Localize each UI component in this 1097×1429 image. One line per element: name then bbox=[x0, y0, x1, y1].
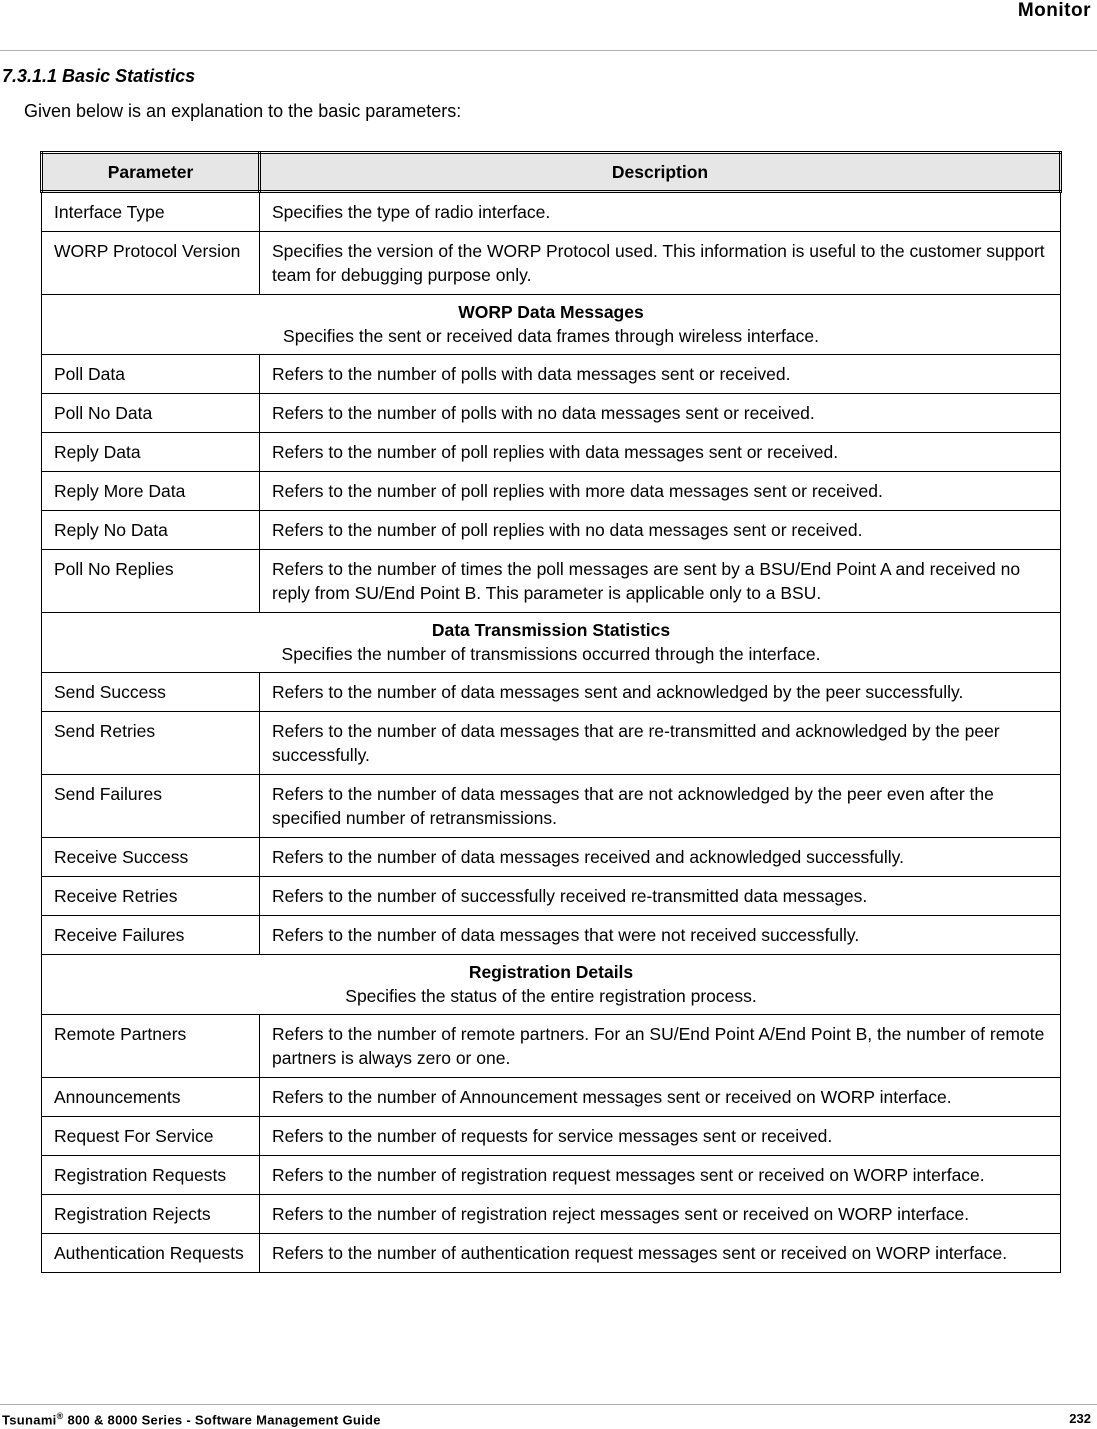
parameter-cell: Receive Retries bbox=[42, 877, 260, 916]
parameters-table bbox=[40, 151, 1062, 1273]
parameter-cell: Announcements bbox=[42, 1078, 260, 1117]
footer-guide-title bbox=[2, 1411, 381, 1427]
description-cell: Specifies the type of radio interface. bbox=[260, 192, 1061, 232]
table-section-description: Specifies the status of the entire registration process. bbox=[345, 986, 757, 1006]
parameter-cell: Receive Success bbox=[42, 838, 260, 877]
parameter-cell: Request For Service bbox=[42, 1117, 260, 1156]
description-cell: Refers to the number of data messages that are re-transmitted and acknowledged by the peer successfully. bbox=[260, 712, 1061, 775]
table-row bbox=[42, 472, 1061, 511]
description-cell: Refers to the number of polls with data messages sent or received. bbox=[260, 355, 1061, 394]
parameter-cell: Reply Data bbox=[42, 433, 260, 472]
description-cell: Refers to the number of registration request messages sent or received on WORP interface. bbox=[260, 1156, 1061, 1195]
table-section-description: Specifies the sent or received data frames through wireless interface. bbox=[283, 326, 819, 346]
column-header-parameter: Parameter bbox=[42, 153, 260, 192]
table-section-title: Data Transmission Statistics bbox=[431, 620, 671, 640]
parameter-cell: Receive Failures bbox=[42, 916, 260, 955]
description-cell: Refers to the number of requests for service messages sent or received. bbox=[260, 1117, 1061, 1156]
table-row bbox=[42, 394, 1061, 433]
section-cell bbox=[42, 955, 1061, 1015]
description-cell: Refers to the number of polls with no data messages sent or received. bbox=[260, 394, 1061, 433]
description-cell: Refers to the number of Announcement messages sent or received on WORP interface. bbox=[260, 1078, 1061, 1117]
description-cell: Refers to the number of data messages that are not acknowledged by the peer even after the specified number of retransmissions. bbox=[260, 775, 1061, 838]
parameter-cell: Send Retries bbox=[42, 712, 260, 775]
section-heading: 7.3.1.1 Basic Statistics bbox=[2, 66, 196, 86]
table-row bbox=[42, 355, 1061, 394]
footer-guide-name: 800 & 8000 Series - Software Management Guide bbox=[63, 1412, 381, 1428]
parameter-cell: Send Failures bbox=[42, 775, 260, 838]
table-section-row bbox=[42, 955, 1061, 1015]
table-section-title: Registration Details bbox=[468, 962, 634, 982]
table-row bbox=[42, 1234, 1061, 1273]
description-cell: Refers to the number of poll replies with more data messages sent or received. bbox=[260, 472, 1061, 511]
footer-divider bbox=[0, 1404, 1097, 1405]
description-cell: Specifies the version of the WORP Protocol used. This information is useful to the customer support team for debugging purpose only. bbox=[260, 232, 1061, 295]
parameter-cell: Interface Type bbox=[42, 192, 260, 232]
parameter-cell: Registration Rejects bbox=[42, 1195, 260, 1234]
parameter-cell: Reply More Data bbox=[42, 472, 260, 511]
description-cell: Refers to the number of authentication request messages sent or received on WORP interface. bbox=[260, 1234, 1061, 1273]
parameter-cell: Poll Data bbox=[42, 355, 260, 394]
table-body bbox=[42, 192, 1061, 1273]
parameter-cell: Reply No Data bbox=[42, 511, 260, 550]
table-row bbox=[42, 838, 1061, 877]
page-number: 232 bbox=[1069, 1411, 1091, 1426]
description-cell: Refers to the number of data messages received and acknowledged successfully. bbox=[260, 838, 1061, 877]
table-row bbox=[42, 1078, 1061, 1117]
page-header-title: Monitor bbox=[1017, 0, 1091, 21]
parameter-cell: Registration Requests bbox=[42, 1156, 260, 1195]
description-cell: Refers to the number of data messages sent and acknowledged by the peer successfully. bbox=[260, 673, 1061, 712]
registered-mark: ® bbox=[56, 1411, 64, 1421]
parameter-cell: WORP Protocol Version bbox=[42, 232, 260, 295]
table-row bbox=[42, 433, 1061, 472]
table-row bbox=[42, 775, 1061, 838]
table-row bbox=[42, 192, 1061, 232]
description-cell: Refers to the number of data messages that were not received successfully. bbox=[260, 916, 1061, 955]
description-cell: Refers to the number of successfully received re-transmitted data messages. bbox=[260, 877, 1061, 916]
table-row bbox=[42, 712, 1061, 775]
description-cell: Refers to the number of remote partners. For an SU/End Point A/End Point B, the number of remote partners is always zero or one. bbox=[260, 1015, 1061, 1078]
parameter-cell: Poll No Data bbox=[42, 394, 260, 433]
table-row bbox=[42, 1117, 1061, 1156]
table-row bbox=[42, 877, 1061, 916]
table-row bbox=[42, 1156, 1061, 1195]
table-section-row bbox=[42, 613, 1061, 673]
section-cell bbox=[42, 295, 1061, 355]
table-section-title: WORP Data Messages bbox=[458, 302, 644, 322]
table-row bbox=[42, 232, 1061, 295]
table-row bbox=[42, 1015, 1061, 1078]
table-row bbox=[42, 673, 1061, 712]
description-cell: Refers to the number of registration reject messages sent or received on WORP interface. bbox=[260, 1195, 1061, 1234]
description-cell: Refers to the number of times the poll messages are sent by a BSU/End Point A and received no reply from SU/End Point B. This parameter is applicable only to a BSU. bbox=[260, 550, 1061, 613]
parameter-cell: Send Success bbox=[42, 673, 260, 712]
table-row bbox=[42, 550, 1061, 613]
description-cell: Refers to the number of poll replies with no data messages sent or received. bbox=[260, 511, 1061, 550]
table-row bbox=[42, 511, 1061, 550]
parameter-cell: Authentication Requests bbox=[42, 1234, 260, 1273]
header-divider bbox=[0, 50, 1097, 51]
description-cell: Refers to the number of poll replies with data messages sent or received. bbox=[260, 433, 1061, 472]
column-header-description: Description bbox=[260, 153, 1061, 192]
intro-text: Given below is an explanation to the basic parameters: bbox=[24, 101, 462, 121]
table-row bbox=[42, 1195, 1061, 1234]
table-section-description: Specifies the number of transmissions occurred through the interface. bbox=[281, 644, 821, 664]
section-cell bbox=[42, 613, 1061, 673]
table-section-row bbox=[42, 295, 1061, 355]
footer-product-name: Tsunami bbox=[2, 1412, 57, 1428]
parameter-cell: Poll No Replies bbox=[42, 550, 260, 613]
table-row bbox=[42, 916, 1061, 955]
parameter-cell: Remote Partners bbox=[42, 1015, 260, 1078]
table-header-row bbox=[42, 153, 1061, 192]
